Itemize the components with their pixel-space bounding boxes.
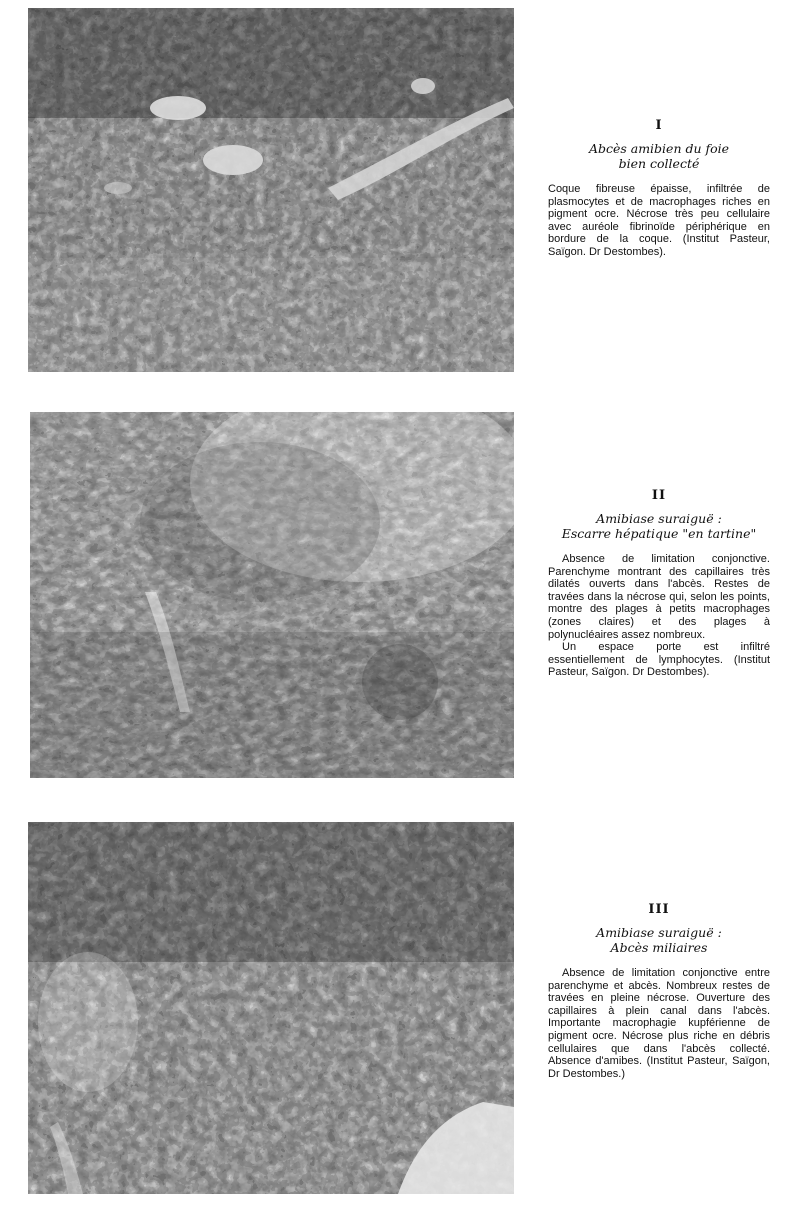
plate-title [548, 141, 770, 171]
plate-1 [0, 0, 800, 400]
plate-title-line: Amibiase suraiguë : [596, 511, 722, 526]
plate-description [548, 553, 770, 679]
caption-2 [548, 488, 770, 679]
plate-title-line: Escarre hépatique "en tartine" [561, 526, 757, 541]
micrograph-3 [28, 822, 514, 1194]
description-paragraph: Absence de limitation conjonctive entre parenchyme et abcès. Nombreux restes de travées en pleine nécrose. Ouverture des capillaires à plein canal dans l'abcès. Importante macrophagie kupférienne de pigment ocre. Nécrose plus riche en débris cellulaires que dans l'abcès collecté. Absence d'amibes. (Institut Pasteur, Saïgon, Dr Destombes.) [548, 967, 770, 1080]
plate-title-line: Abcès miliaires [610, 940, 708, 955]
micrograph-2 [30, 412, 514, 778]
caption-1 [548, 118, 770, 259]
plate-title-line: Abcès amibien du foie [588, 141, 730, 156]
description-paragraph: Absence de limitation conjonctive. Parenchyme montrant des capillaires très dilatés ouverts dans l'abcès. Restes de travées dans la nécrose qui, selon les points, montre des plages à petits macrophages (zones claires) et des plages à polynucléaires assez nombreux. [548, 553, 770, 641]
plate-3 [0, 810, 800, 1219]
plate-numeral: II [651, 488, 667, 503]
plate-description [548, 183, 770, 259]
plate-title-line: bien collecté [618, 156, 700, 171]
micrograph-miliary-abscess-icon [28, 822, 514, 1194]
micrograph-hepatic-eschar-icon [30, 412, 514, 778]
plate-title [548, 925, 770, 955]
caption-3 [548, 902, 770, 1080]
plate-description [548, 967, 770, 1080]
micrograph-liver-abscess-icon [28, 8, 514, 372]
plate-numeral: III [648, 902, 670, 917]
plate-2 [0, 400, 800, 810]
micrograph-1 [28, 8, 514, 372]
plate-numeral: I [655, 118, 663, 133]
description-paragraph: Coque fibreuse épaisse, infiltrée de plasmocytes et de macrophages riches en pigment ocre. Nécrose très peu cellulaire avec auréole fibrinoïde périphérique en bordure de la coque. (Institut Pasteur, Saïgon. Dr Destombes). [548, 183, 770, 258]
description-paragraph: Un espace porte est infiltré essentiellement de lymphocytes. (Institut Pasteur, Saïgon. Dr Destombes). [548, 641, 770, 679]
plate-title-line: Amibiase suraiguë : [596, 925, 722, 940]
plate-title [548, 511, 770, 541]
